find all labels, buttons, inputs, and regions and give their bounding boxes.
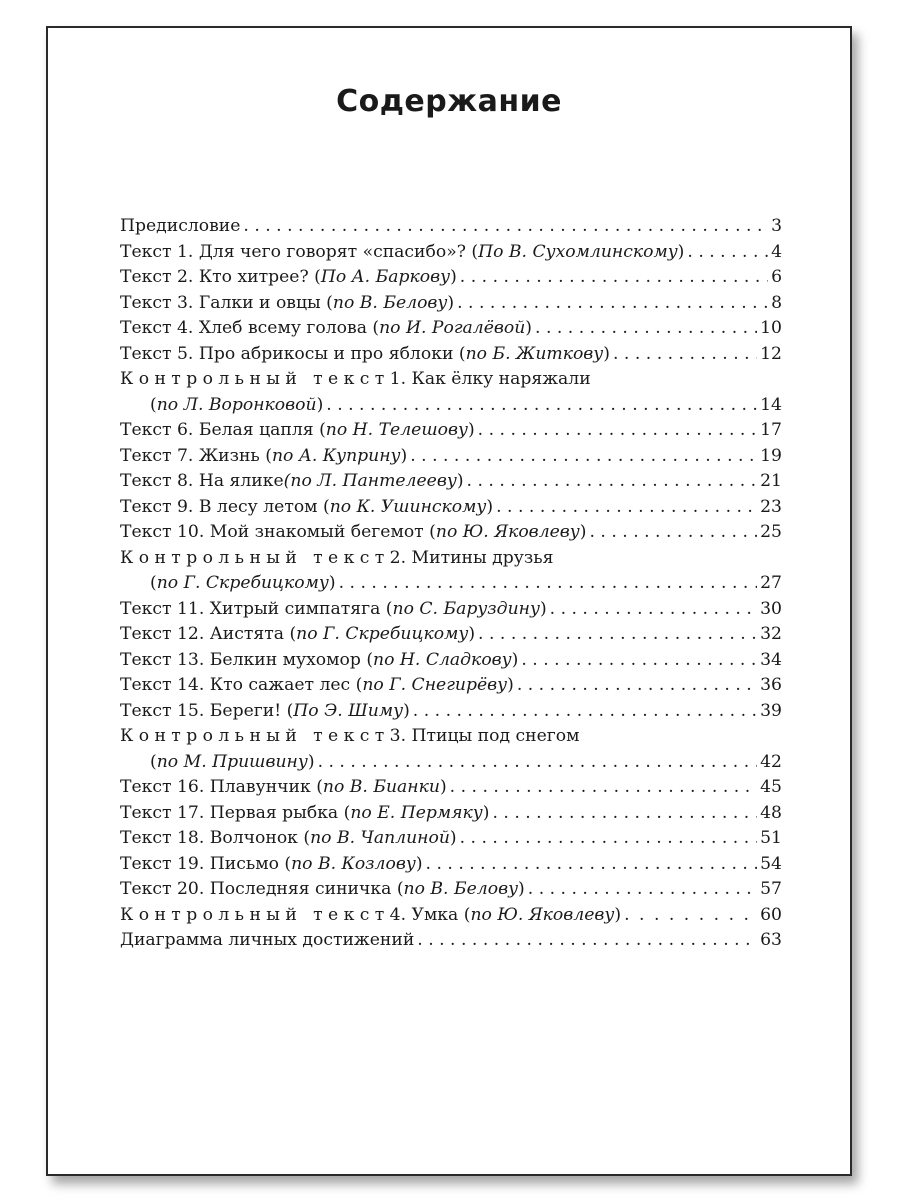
- entry-title: (: [150, 751, 157, 772]
- entry-title: Текст 16. Плавунчик (: [120, 777, 323, 797]
- dot-leader: [528, 877, 757, 903]
- entry-title-end: ): [307, 751, 315, 772]
- entry-author: по В. Белову: [332, 292, 448, 313]
- entry-title: Текст 5. Про абрикосы и про яблоки (: [120, 343, 466, 364]
- dot-leader: [492, 801, 757, 827]
- entry-author: по Е. Пермяку: [350, 802, 483, 823]
- entry-author: по Н. Сладкову: [373, 649, 512, 670]
- table-of-contents: [120, 214, 782, 954]
- entry-title: Текст 8. На ялике: [120, 471, 284, 491]
- page-number: 42: [760, 751, 782, 772]
- page-number: 51: [760, 828, 782, 848]
- entry-title: Текст 6. Белая цапля (: [120, 420, 326, 440]
- toc-entry: [120, 546, 782, 572]
- entry-author: по В. Белову: [403, 879, 519, 899]
- entry-title: Текст 11. Хитрый симпатяга (: [120, 598, 393, 619]
- entry-author: по Г. Скребицкому: [296, 624, 469, 644]
- page-number: 27: [760, 573, 782, 593]
- entry-title: Текст 10. Мой знакомый бегемот (: [120, 522, 436, 542]
- entry-title-end: ): [447, 292, 455, 313]
- dot-leader: [339, 571, 758, 597]
- entry-title: 4. Умка (: [389, 904, 471, 925]
- toc-entry: [120, 775, 782, 801]
- entry-title: Текст 4. Хлеб всему голова (: [120, 318, 380, 338]
- entry-author: по С. Баруздину: [392, 598, 540, 619]
- entry-title-end: ): [316, 394, 324, 415]
- entry-author: по Ю. Яковлеву: [470, 904, 615, 925]
- entry-author: по М. Пришвину: [156, 751, 308, 772]
- entry-title: Текст 17. Первая рыбка (: [120, 802, 351, 823]
- entry-title-end: ): [614, 904, 622, 925]
- dot-leader: [467, 469, 758, 495]
- entry-title-end: ): [518, 879, 525, 899]
- entry-author: по А. Куприну: [271, 445, 401, 466]
- entry-title-end: ): [439, 777, 447, 797]
- toc-entry: [120, 648, 782, 674]
- document-page: [46, 26, 852, 1176]
- entry-title: Текст 1. Для чего говорят «спасибо»? (: [120, 241, 479, 262]
- dot-leader: [624, 903, 757, 929]
- toc-entry: [120, 367, 782, 393]
- page-number: 4: [771, 241, 782, 262]
- entry-author: по В. Козлову: [291, 853, 416, 874]
- page-number: 32: [760, 624, 782, 644]
- toc-entry: [120, 444, 782, 470]
- page-number: 36: [760, 675, 782, 695]
- entry-title-end: ): [539, 598, 547, 619]
- toc-entry: [120, 724, 782, 750]
- toc-entry: [120, 214, 782, 240]
- dot-leader: [243, 214, 768, 240]
- toc-entry: [120, 928, 782, 954]
- entry-title: Текст 9. В лесу летом (: [120, 496, 330, 517]
- entry-title: (: [150, 394, 157, 415]
- entry-title-end: ): [486, 496, 494, 517]
- entry-title-end: ): [579, 522, 587, 542]
- dot-leader: [496, 495, 757, 521]
- dot-leader: [687, 240, 768, 266]
- entry-author: (по Л. Пантелееву: [283, 471, 457, 491]
- page-number: 6: [771, 267, 782, 287]
- page-number: 57: [760, 879, 782, 899]
- page-title: Содержание: [336, 84, 562, 119]
- page-number: 21: [760, 471, 782, 491]
- entry-title: 3. Птицы под снегом: [389, 726, 580, 746]
- toc-entry: [120, 240, 782, 266]
- dot-leader: [535, 316, 757, 342]
- entry-author: по Л. Воронковой: [156, 394, 317, 415]
- entry-title-end: ): [450, 267, 457, 287]
- control-text-label: Контрольный текст: [120, 369, 390, 389]
- entry-title: Текст 14. Кто сажает лес (: [120, 675, 363, 695]
- toc-entry: [120, 571, 782, 597]
- entry-title-end: ): [467, 420, 475, 440]
- dot-leader: [517, 673, 757, 699]
- page-number: 39: [760, 700, 782, 721]
- toc-entry: [120, 877, 782, 903]
- toc-entry: [120, 826, 782, 852]
- page-number: 17: [760, 420, 782, 440]
- control-text-label: Контрольный текст: [120, 726, 390, 746]
- page-number: 8: [771, 292, 782, 313]
- toc-entry: [120, 291, 782, 317]
- dot-leader: [457, 291, 768, 317]
- dot-leader: [590, 520, 758, 546]
- entry-author: По В. Сухомлинскому: [478, 241, 678, 262]
- toc-entry: [120, 903, 782, 929]
- entry-title-end: ): [468, 624, 476, 644]
- toc-entry: [120, 265, 782, 291]
- toc-entry: [120, 495, 782, 521]
- entry-author: по Г. Скребицкому: [156, 573, 329, 593]
- toc-entry: [120, 622, 782, 648]
- entry-title-end: ): [415, 853, 423, 874]
- entry-author: по К. Ушинскому: [329, 496, 487, 517]
- entry-title-end: ): [603, 343, 610, 364]
- dot-leader: [521, 648, 757, 674]
- entry-title: Предисловие: [120, 216, 241, 236]
- entry-title-end: ): [507, 675, 514, 695]
- entry-author: по Ю. Яковлеву: [435, 522, 580, 542]
- dot-leader: [410, 444, 757, 470]
- toc-entry: [120, 852, 782, 878]
- dot-leader: [460, 826, 758, 852]
- toc-entry: [120, 750, 782, 776]
- entry-author: по В. Чаплиной: [310, 828, 450, 848]
- control-text-label: Контрольный текст: [120, 547, 390, 568]
- page-number: 3: [771, 216, 782, 236]
- page-number: 60: [760, 904, 782, 925]
- entry-title: Текст 18. Волчонок (: [120, 828, 311, 848]
- entry-title: 1. Как ёлку наряжали: [389, 369, 591, 389]
- entry-title: 2. Митины друзья: [389, 547, 554, 568]
- entry-title-end: ): [400, 445, 408, 466]
- entry-author: По А. Баркову: [320, 267, 451, 287]
- entry-title: Текст 15. Береги! (: [120, 700, 294, 721]
- entry-title-end: ): [449, 828, 457, 848]
- dot-leader: [550, 597, 757, 623]
- page-number: 63: [760, 930, 782, 950]
- entry-title-end: ): [677, 241, 685, 262]
- toc-entry: [120, 316, 782, 342]
- dot-leader: [426, 852, 758, 878]
- page-number: 12: [760, 343, 782, 364]
- dot-leader: [478, 418, 757, 444]
- page-number: 10: [760, 318, 782, 338]
- page-number: 25: [760, 522, 782, 542]
- entry-author: по И. Рогалёвой: [379, 318, 526, 338]
- entry-title: Текст 7. Жизнь (: [120, 445, 272, 466]
- page-number: 48: [760, 802, 782, 823]
- entry-title: Диаграмма личных достижений: [120, 930, 415, 950]
- entry-title-end: ): [403, 700, 410, 721]
- toc-entry: [120, 520, 782, 546]
- entry-author: по Н. Телешову: [325, 420, 468, 440]
- entry-title: (: [150, 573, 157, 593]
- entry-title: Текст 3. Галки и овцы (: [120, 292, 333, 313]
- entry-title: Текст 19. Письмо (: [120, 853, 292, 874]
- entry-title: Текст 20. Последняя синичка (: [120, 879, 404, 899]
- page-number: 14: [760, 394, 782, 415]
- toc-entry: [120, 801, 782, 827]
- toc-entry: [120, 597, 782, 623]
- page-number: 54: [760, 853, 782, 874]
- toc-entry: [120, 469, 782, 495]
- dot-leader: [478, 622, 757, 648]
- dot-leader: [460, 265, 768, 291]
- dot-leader: [450, 775, 757, 801]
- entry-title-end: ): [328, 573, 336, 593]
- entry-title: Текст 12. Аистята (: [120, 624, 297, 644]
- entry-title-end: ): [482, 802, 490, 823]
- dot-leader: [318, 750, 758, 776]
- page-number: 45: [760, 777, 782, 797]
- page-number: 34: [760, 649, 782, 670]
- toc-entry: [120, 418, 782, 444]
- control-text-label: Контрольный текст: [120, 904, 390, 925]
- entry-author: по Б. Житкову: [465, 343, 604, 364]
- dot-leader: [417, 928, 757, 954]
- dot-leader: [413, 699, 757, 725]
- entry-title: Текст 13. Белкин мухомор (: [120, 649, 374, 670]
- entry-author: по Г. Снегирёву: [362, 675, 508, 695]
- toc-entry: [120, 342, 782, 368]
- toc-entry: [120, 673, 782, 699]
- toc-entry: [120, 393, 782, 419]
- page-number: 23: [760, 496, 782, 517]
- page-number: 30: [760, 598, 782, 619]
- entry-title-end: ): [525, 318, 533, 338]
- page-number: 19: [760, 445, 782, 466]
- entry-author: по В. Бианки: [322, 777, 440, 797]
- toc-entry: [120, 699, 782, 725]
- dot-leader: [326, 393, 757, 419]
- entry-title-end: ): [511, 649, 519, 670]
- entry-title: Текст 2. Кто хитрее? (: [120, 267, 321, 287]
- entry-author: По Э. Шиму: [293, 700, 404, 721]
- entry-title-end: ): [456, 471, 464, 491]
- dot-leader: [613, 342, 757, 368]
